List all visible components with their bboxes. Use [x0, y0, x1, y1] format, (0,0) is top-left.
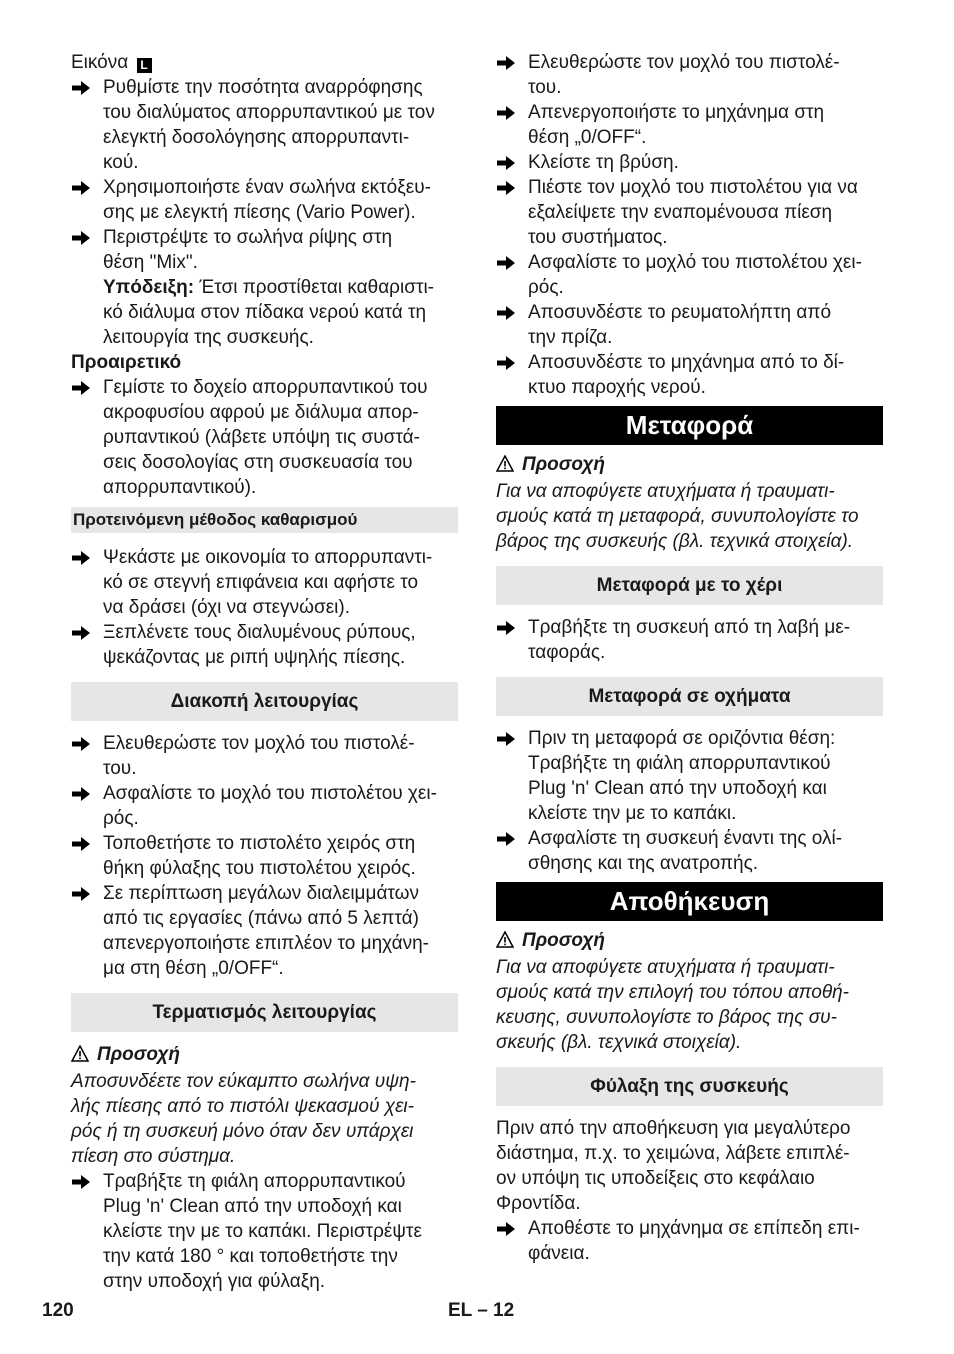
arrow-bullet-icon — [71, 75, 95, 100]
vehicle-transport-heading: Μεταφορά σε οχήματα — [496, 677, 883, 716]
text-line: την πρίζα. — [528, 327, 613, 348]
left-column — [71, 50, 458, 1294]
text-line: κτυο παροχής νερού. — [528, 377, 706, 398]
arrow-bullet-icon — [496, 300, 520, 325]
text-line: ελεγκτή δοσολόγησης απορρυπαντι- — [103, 127, 410, 148]
arrow-bullet-icon — [496, 250, 520, 275]
recommended-method-heading: Προτεινόμενη μέθοδος καθαρισμού — [71, 507, 458, 533]
transport-heading: Μεταφορά — [496, 406, 883, 445]
text-line: ρός ή τη συσκευή μόνο όταν δεν υπάρχει — [71, 1121, 414, 1142]
text-line: ταφοράς. — [528, 642, 606, 663]
text-line: Πιέστε τον μοχλό του πιστολέτου για να — [528, 177, 858, 198]
arrow-bullet-icon — [71, 225, 95, 250]
text-line: διάστημα, π.χ. το χειμώνα, λάβετε επιπλέ- — [496, 1143, 850, 1164]
text-line: κού. — [103, 152, 139, 173]
bullet-before-transport — [496, 726, 883, 826]
bullet-release-lever-2 — [496, 50, 883, 100]
arrow-bullet-icon — [496, 615, 520, 640]
arrow-bullet-icon — [496, 826, 520, 851]
bullet-adjust-suction — [71, 75, 458, 175]
caution-label: Προσοχή — [71, 1042, 458, 1069]
arrow-bullet-icon — [71, 881, 95, 906]
text-line: απορρυπαντικού). — [103, 477, 257, 498]
text-line: Ασφαλίστε τη συσκευή έναντι της ολί- — [528, 828, 843, 849]
text-line: Ψεκάστε με οικονομία το απορρυπαντι- — [103, 547, 433, 568]
caution-text-transport — [496, 479, 883, 554]
text-line: κό σε στεγνή επιφάνεια και αφήστε το — [103, 572, 419, 593]
text-line: Ξεπλένετε τους διαλυμένους ρύπους, — [103, 622, 416, 643]
text-line: εξαλείψετε την εναπομένουσα πίεση — [528, 202, 833, 223]
bullet-release-lever — [71, 731, 458, 781]
text-line: Χρησιμοποιήστε έναν σωλήνα εκτόξευ- — [103, 177, 431, 198]
warning-icon — [71, 1044, 89, 1069]
text-line: Αποσυνδέστε το ρευματολήπτη από — [528, 302, 832, 323]
arrow-bullet-icon — [496, 150, 520, 175]
end-operation-heading: Τερματισμός λειτουργίας — [71, 993, 458, 1032]
language-page-label: EL – 12 — [448, 1300, 515, 1321]
text-line: λειτουργία της συσκευής. — [103, 327, 314, 348]
text-line: σμούς κατά την επιλογή του τόπου αποθή- — [496, 982, 850, 1003]
text-line: Ελευθερώστε τον μοχλό του πιστολέ- — [103, 733, 415, 754]
arrow-bullet-icon — [71, 545, 95, 570]
text-line: κό διάλυμα στον πίδακα νερού κατά τη — [103, 302, 427, 323]
bullet-place-flat — [496, 1216, 883, 1266]
text-line: κευσης, συνυπολογίστε το βάρος της συ- — [496, 1007, 837, 1028]
text-line: Για να αποφύγετε ατυχήματα ή τραυματι- — [496, 957, 835, 978]
bullet-pull-handle — [496, 615, 883, 665]
text-line: Πριν από την αποθήκευση για μεγαλύτερο — [496, 1118, 851, 1139]
caution-text-storage — [496, 955, 883, 1055]
arrow-bullet-icon — [496, 175, 520, 200]
arrow-bullet-icon — [496, 726, 520, 751]
caution-label-storage: Προσοχή — [496, 928, 883, 955]
text-line: Τραβήξτε τη φιάλη απορρυπαντικού — [103, 1171, 406, 1192]
arrow-bullet-icon — [71, 731, 95, 756]
bullet-fill-container — [71, 375, 458, 500]
arrow-bullet-icon — [496, 100, 520, 125]
caution-text — [71, 1069, 458, 1169]
text-line: ρυπαντικού (λάβετε υπόψη τις συστά- — [103, 427, 420, 448]
bullet-long-breaks — [71, 881, 458, 981]
storage-paragraph — [496, 1116, 883, 1216]
bullet-secure-device — [496, 826, 883, 876]
text-line: την κατά 180 ° και τοποθετήστε την — [103, 1246, 398, 1267]
arrow-bullet-icon — [71, 781, 95, 806]
arrow-bullet-icon — [71, 175, 95, 200]
text-line: Γεμίστε το δοχείο απορρυπαντικού του — [103, 377, 428, 398]
text-line: Ασφαλίστε το μοχλό του πιστολέτου χει- — [103, 783, 437, 804]
keep-device-heading: Φύλαξη της συσκευής — [496, 1067, 883, 1106]
text-line: θήκη φύλαξης του πιστολέτου χειρός. — [103, 858, 416, 879]
page-number: 120 — [42, 1300, 74, 1321]
text-line: κλείστε την με το καπάκι. Περιστρέψτε — [103, 1221, 422, 1242]
note-text — [71, 300, 458, 350]
text-line: από τις εργασίες (πάνω από 5 λεπτά) — [103, 908, 419, 929]
text-line: απενεργοποιήστε επιπλέον το μηχάνη- — [103, 933, 429, 954]
arrow-bullet-icon — [71, 620, 95, 645]
bullet-switch-off — [496, 100, 883, 150]
text-line: λής πίεσης από το πιστόλι ψεκασμού χει- — [71, 1096, 414, 1117]
bullet-use-hose — [71, 175, 458, 225]
text-line: Σε περίπτωση μεγάλων διαλειμμάτων — [103, 883, 420, 904]
caution-label-transport: Προσοχή — [496, 452, 883, 479]
text-line: Ασφαλίστε το μοχλό του πιστολέτου χει- — [528, 252, 862, 273]
text-line: του. — [528, 77, 562, 98]
text-line: Αποσυνδέστε το μηχάνημα από το δί- — [528, 352, 845, 373]
right-column — [496, 50, 883, 1266]
bullet-disconnect-water — [496, 350, 883, 400]
bullet-lock-lever — [71, 781, 458, 831]
figure-letter: L — [137, 58, 152, 73]
bullet-close-tap — [496, 150, 883, 175]
text-line: Απενεργοποιήστε το μηχάνημα στη — [528, 102, 825, 123]
text-line: να δράσει (όχι να στεγνώσει). — [103, 597, 351, 618]
text-line: Plug 'n' Clean από την υποδοχή και — [528, 778, 827, 799]
text-line: θέση „0/OFF“. — [528, 127, 647, 148]
bullet-pull-bottle — [71, 1169, 458, 1294]
optional-label: Προαιρετικό — [71, 352, 182, 373]
text-line: Τοποθετήστε το πιστολέτο χειρός στη — [103, 833, 416, 854]
text-line: Αποσυνδέετε τον εύκαμπτο σωλήνα υψη- — [71, 1071, 416, 1092]
text-line: ρός. — [528, 277, 564, 298]
text-line: του συστήματος. — [528, 227, 668, 248]
text-line: Φροντίδα. — [496, 1193, 581, 1214]
text-line: κλείστε την με το καπάκι. — [528, 803, 737, 824]
text-line: ψεκάζοντας με ριπή υψηλής πίεσης. — [103, 647, 406, 668]
text-line: σκευής (βλ. τεχνικά στοιχεία). — [496, 1032, 742, 1053]
warning-icon — [496, 930, 514, 955]
bullet-store-gun — [71, 831, 458, 881]
text-line: μα στη θέση „0/OFF“. — [103, 958, 284, 979]
text-line: Για να αποφύγετε ατυχήματα ή τραυματι- — [496, 481, 835, 502]
text-line: του διαλύματος απορρυπαντικού με τον — [103, 102, 435, 123]
arrow-bullet-icon — [71, 1169, 95, 1194]
text-line: σης με ελεγκτή πίεσης (Vario Power). — [103, 202, 416, 223]
text-line: στην υποδοχή για φύλαξη. — [103, 1271, 326, 1292]
arrow-bullet-icon — [496, 50, 520, 75]
text-line: του. — [103, 758, 137, 779]
bullet-unplug — [496, 300, 883, 350]
text-line: ον υπόψη τις υποδείξεις στο κεφάλαιο — [496, 1168, 815, 1189]
text-line: Τραβήξτε τη συσκευή από τη λαβή με- — [528, 617, 851, 638]
bullet-lock-lever-2 — [496, 250, 883, 300]
bullet-rotate-nozzle — [71, 225, 458, 275]
text-line: βάρος της συσκευής (βλ. τεχνικά στοιχεία). — [496, 531, 854, 552]
interrupt-heading: Διακοπή λειτουργίας — [71, 682, 458, 721]
text-line: θέση "Mix". — [103, 252, 198, 273]
text-line: ρός. — [103, 808, 139, 829]
text-line: Ελευθερώστε τον μοχλό του πιστολέ- — [528, 52, 840, 73]
arrow-bullet-icon — [496, 1216, 520, 1241]
text-line: Πριν τη μεταφορά σε οριζόντια θέση: — [528, 728, 836, 749]
text-line: Τραβήξτε τη φιάλη απορρυπαντικού — [528, 753, 831, 774]
text-line: Plug 'n' Clean από την υποδοχή και — [103, 1196, 402, 1217]
text-line: Αποθέστε το μηχάνημα σε επίπεδη επι- — [528, 1218, 860, 1239]
text-line: σθησης και της ανατροπής. — [528, 853, 759, 874]
text-line: Κλείστε τη βρύση. — [528, 152, 679, 173]
bullet-press-lever — [496, 175, 883, 250]
text-line: Περιστρέψτε το σωλήνα ρίψης στη — [103, 227, 393, 248]
text-line: Ρυθμίστε την ποσότητα αναρρόφησης — [103, 77, 423, 98]
bullet-spray — [71, 545, 458, 620]
arrow-bullet-icon — [496, 350, 520, 375]
bullet-rinse — [71, 620, 458, 670]
text-line: σεις δοσολογίας στη συσκευασία του — [103, 452, 413, 473]
text-line: πίεση στο σύστημα. — [71, 1146, 236, 1167]
text-line: σμούς κατά τη μεταφορά, συνυπολογίστε το — [496, 506, 859, 527]
text-line: ακροφυσίου αφρού με διάλυμα απορ- — [103, 402, 419, 423]
hand-transport-heading: Μεταφορά με το χέρι — [496, 566, 883, 605]
storage-heading: Αποθήκευση — [496, 882, 883, 921]
arrow-bullet-icon — [71, 831, 95, 856]
arrow-bullet-icon — [71, 375, 95, 400]
warning-icon — [496, 454, 514, 479]
text-line: φάνεια. — [528, 1243, 590, 1264]
note: Υπόδειξη: Έτσι προστίθεται καθαριστι- — [103, 277, 434, 298]
note-label: Υπόδειξη: — [103, 277, 195, 298]
figure-ref: Εικόνα L — [71, 50, 458, 75]
